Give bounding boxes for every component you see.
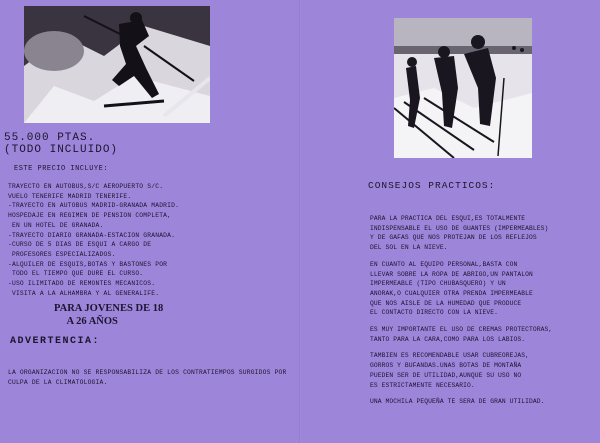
includes-list [8,182,179,298]
list-item: -CURSO DE 5 DIAS DE ESQUI A CARGO DE [8,241,152,249]
list-item: VUELO TENERIFE MADRID TENERIFE. [8,192,132,200]
age-range-text: PARA JOVENES DE 18 A 26 AÑOS [54,303,164,327]
right-panel [300,0,600,443]
list-item: PARA LA PRACTICA DEL ESQUI,ES TOTALMENTE INDISPENSABLE EL USO DE GUANTES (IMPERMEABLES) Y DE GAFAS QUE NOS PROTEJAN DE LOS REFLEJOS DEL SOL EN LA NIEVE. [370,215,549,252]
list-item: TAMBIEN ES RECOMENDABLE USAR CUBREOREJAS, GORROS Y BUFANDAS.UNAS BOTAS DE MONTAÑA PUEDEN SER DE UTILIDAD,AUNQUE SU USO NO ES ESTRICTAMENTE NECESARIO. [370,352,530,389]
list-item: PROFESORES ESPECIALIZADOS. [8,250,116,258]
list-item: TRAYECTO EN AUTOBUS,S/C AEROPUERTO S/C. [8,183,164,190]
price-text: 55.000 PTAS. (TODO INCLUIDO) [4,132,119,156]
list-item: ES MUY IMPORTANTE EL USO DE CREMAS PROTECTORAS, TANTO PARA LA CARA,COMO PARA LOS LABIOS. [370,326,553,343]
includes-title: ESTE PRECIO INCLUYE: [14,165,109,173]
list-item: UNA MOCHILA PEQUEÑA TE SERA DE GRAN UTILIDAD. [370,398,545,406]
list-item: -TRAYECTO DIARIO GRANADA-ESTACION GRANADA. [8,231,176,239]
list-item: HOSPEDAJE EN REGIMEN DE PENSION COMPLETA, [8,212,172,220]
warning-text: LA ORGANIZACION NO SE RESPONSABILIZA DE LOS CONTRATIEMPOS SURGIDOS POR CULPA DE LA CLIMATOLOGIA. [8,369,287,386]
list-item: EN CUANTO AL EQUIPO PERSONAL,BASTA CON LLEVAR SOBRE LA ROPA DE ABRIGO,UN PANTALON IMPERMEABLE (TIPO CHUBASQUERO) Y UN ANORAK,O CUALQUIER OTRA PRENDA IMPERMEABLE QUE NOS AISLE DE LA HUMEDAD QUE PRODUCE EL CONTACTO DIRECTO CON LA NIEVE. [370,260,533,317]
list-item: VISITA A LA ALHAMBRA Y AL GENERALIFE. [8,289,160,297]
list-item: -TRAYECTO EN AUTOBUS MADRID-GRANADA MADRID. [8,202,180,210]
list-item: -USO ILIMITADO DE REMONTES MECANICOS. [8,280,156,288]
skier-photo [24,6,210,123]
list-item: TODO EL TIEMPO QUE DURE EL CURSO. [8,270,144,278]
list-item: EN UN HOTEL DE GRANADA. [8,221,104,229]
tips-list [370,214,598,414]
consejos-title: CONSEJOS PRACTICOS: [368,180,496,191]
list-item: -ALQUILER DE ESQUIS,BOTAS Y BASTONES POR [8,260,168,268]
warning-title: ADVERTENCIA: [10,336,101,347]
ski-group-photo [394,18,532,158]
